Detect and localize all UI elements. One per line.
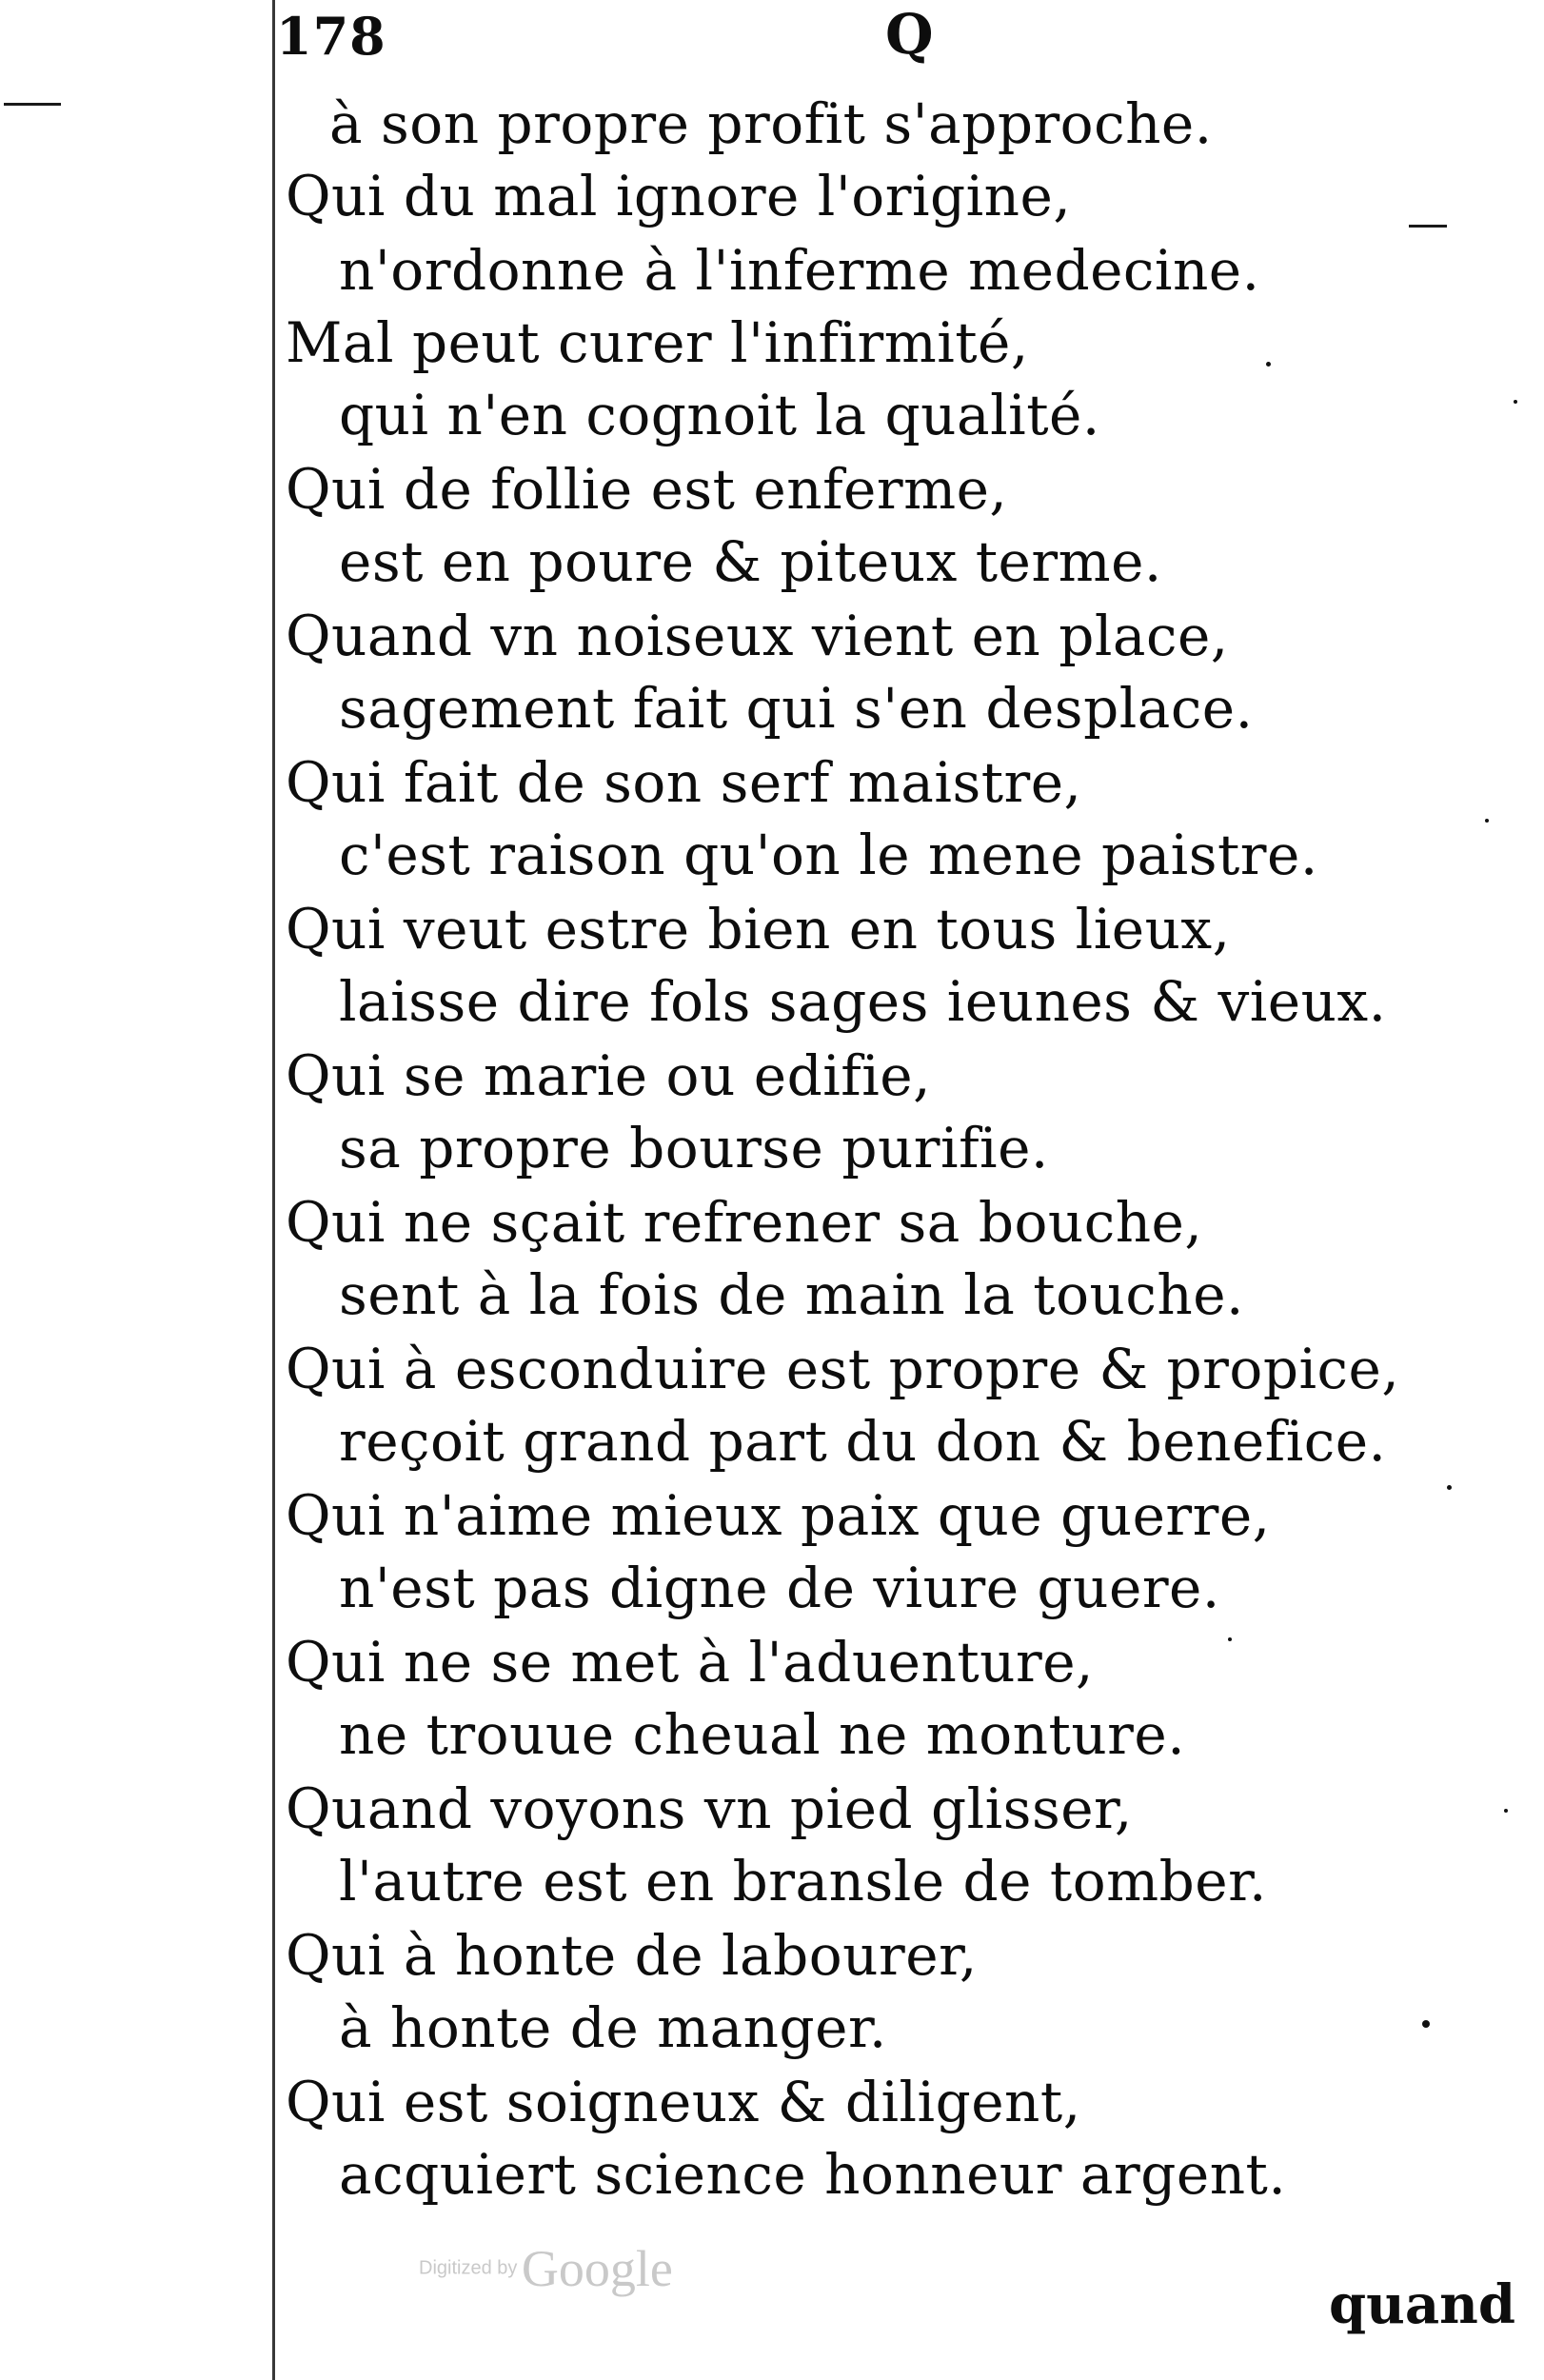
- verse-line: Quand vn noiseux vient en place,: [286, 604, 1229, 668]
- digitized-watermark: [419, 2239, 673, 2298]
- print-speck: [1422, 2020, 1430, 2028]
- verse-line: Mal peut curer l'infirmité,: [286, 310, 1029, 375]
- catchword: quand: [1329, 2273, 1516, 2336]
- binding-edge-line: [272, 0, 275, 2380]
- signature-mark: Q: [885, 2, 934, 67]
- verse-line: Qui n'aime mieux paix que guerre,: [286, 1483, 1271, 1548]
- print-speck: [1504, 1809, 1508, 1813]
- verse-line: Qui à esconduire est propre & propice,: [286, 1337, 1400, 1401]
- verse-line: Qui ne se met à l'aduenture,: [286, 1630, 1094, 1695]
- verse-line: Qui veut estre bien en tous lieux,: [286, 897, 1231, 962]
- verse-line: Qui à honte de labourer,: [286, 1923, 978, 1988]
- page-number: 178: [276, 6, 386, 67]
- google-watermark: Google: [521, 2240, 673, 2297]
- verse-line: Qui de follie est enferme,: [286, 457, 1008, 522]
- verse-line: sa propre bourse purifie.: [339, 1116, 1049, 1180]
- verse-line: sagement fait qui s'en desplace.: [339, 676, 1254, 741]
- verse-line: n'est pas digne de viure guere.: [339, 1556, 1220, 1620]
- verse-line: Qui ne sçait refrener sa bouche,: [286, 1190, 1203, 1255]
- verse-line: Qui du mal ignore l'origine,: [286, 164, 1072, 228]
- verse-line: qui n'en cognoit la qualité.: [339, 383, 1100, 447]
- print-speck: [1447, 1485, 1452, 1490]
- margin-dash-right: [1409, 225, 1447, 228]
- verse-line: ne trouue cheual ne monture.: [339, 1702, 1186, 1767]
- print-speck: [1228, 1637, 1232, 1641]
- print-speck: [1485, 819, 1489, 823]
- digitized-by-label: Digitized by: [419, 2257, 518, 2279]
- margin-dash-top: [4, 103, 61, 106]
- verse-line: c'est raison qu'on le mene paistre.: [339, 823, 1318, 887]
- verse-line: sent à la fois de main la touche.: [339, 1262, 1244, 1327]
- verse-line: reçoit grand part du don & benefice.: [339, 1409, 1387, 1474]
- verse-line: à honte de manger.: [339, 1995, 887, 2060]
- verse-line: Qui fait de son serf maistre,: [286, 750, 1082, 815]
- print-speck: [1514, 400, 1517, 404]
- verse-line: n'ordonne à l'inferme medecine.: [339, 238, 1260, 303]
- verse-line: Qui est soigneux & diligent,: [286, 2070, 1081, 2134]
- verse-line: l'autre est en bransle de tomber.: [339, 1849, 1267, 1914]
- verse-line: Quand voyons vn pied glisser,: [286, 1776, 1133, 1841]
- verse-line: est en poure & piteux terme.: [339, 529, 1162, 594]
- verse-line: à son propre profit s'approche.: [329, 91, 1213, 156]
- verse-line: Qui se marie ou edifie,: [286, 1043, 932, 1108]
- print-speck: [1266, 362, 1271, 367]
- verse-line: laisse dire fols sages ieunes & vieux.: [339, 969, 1387, 1034]
- verse-line: acquiert science honneur argent.: [339, 2142, 1287, 2207]
